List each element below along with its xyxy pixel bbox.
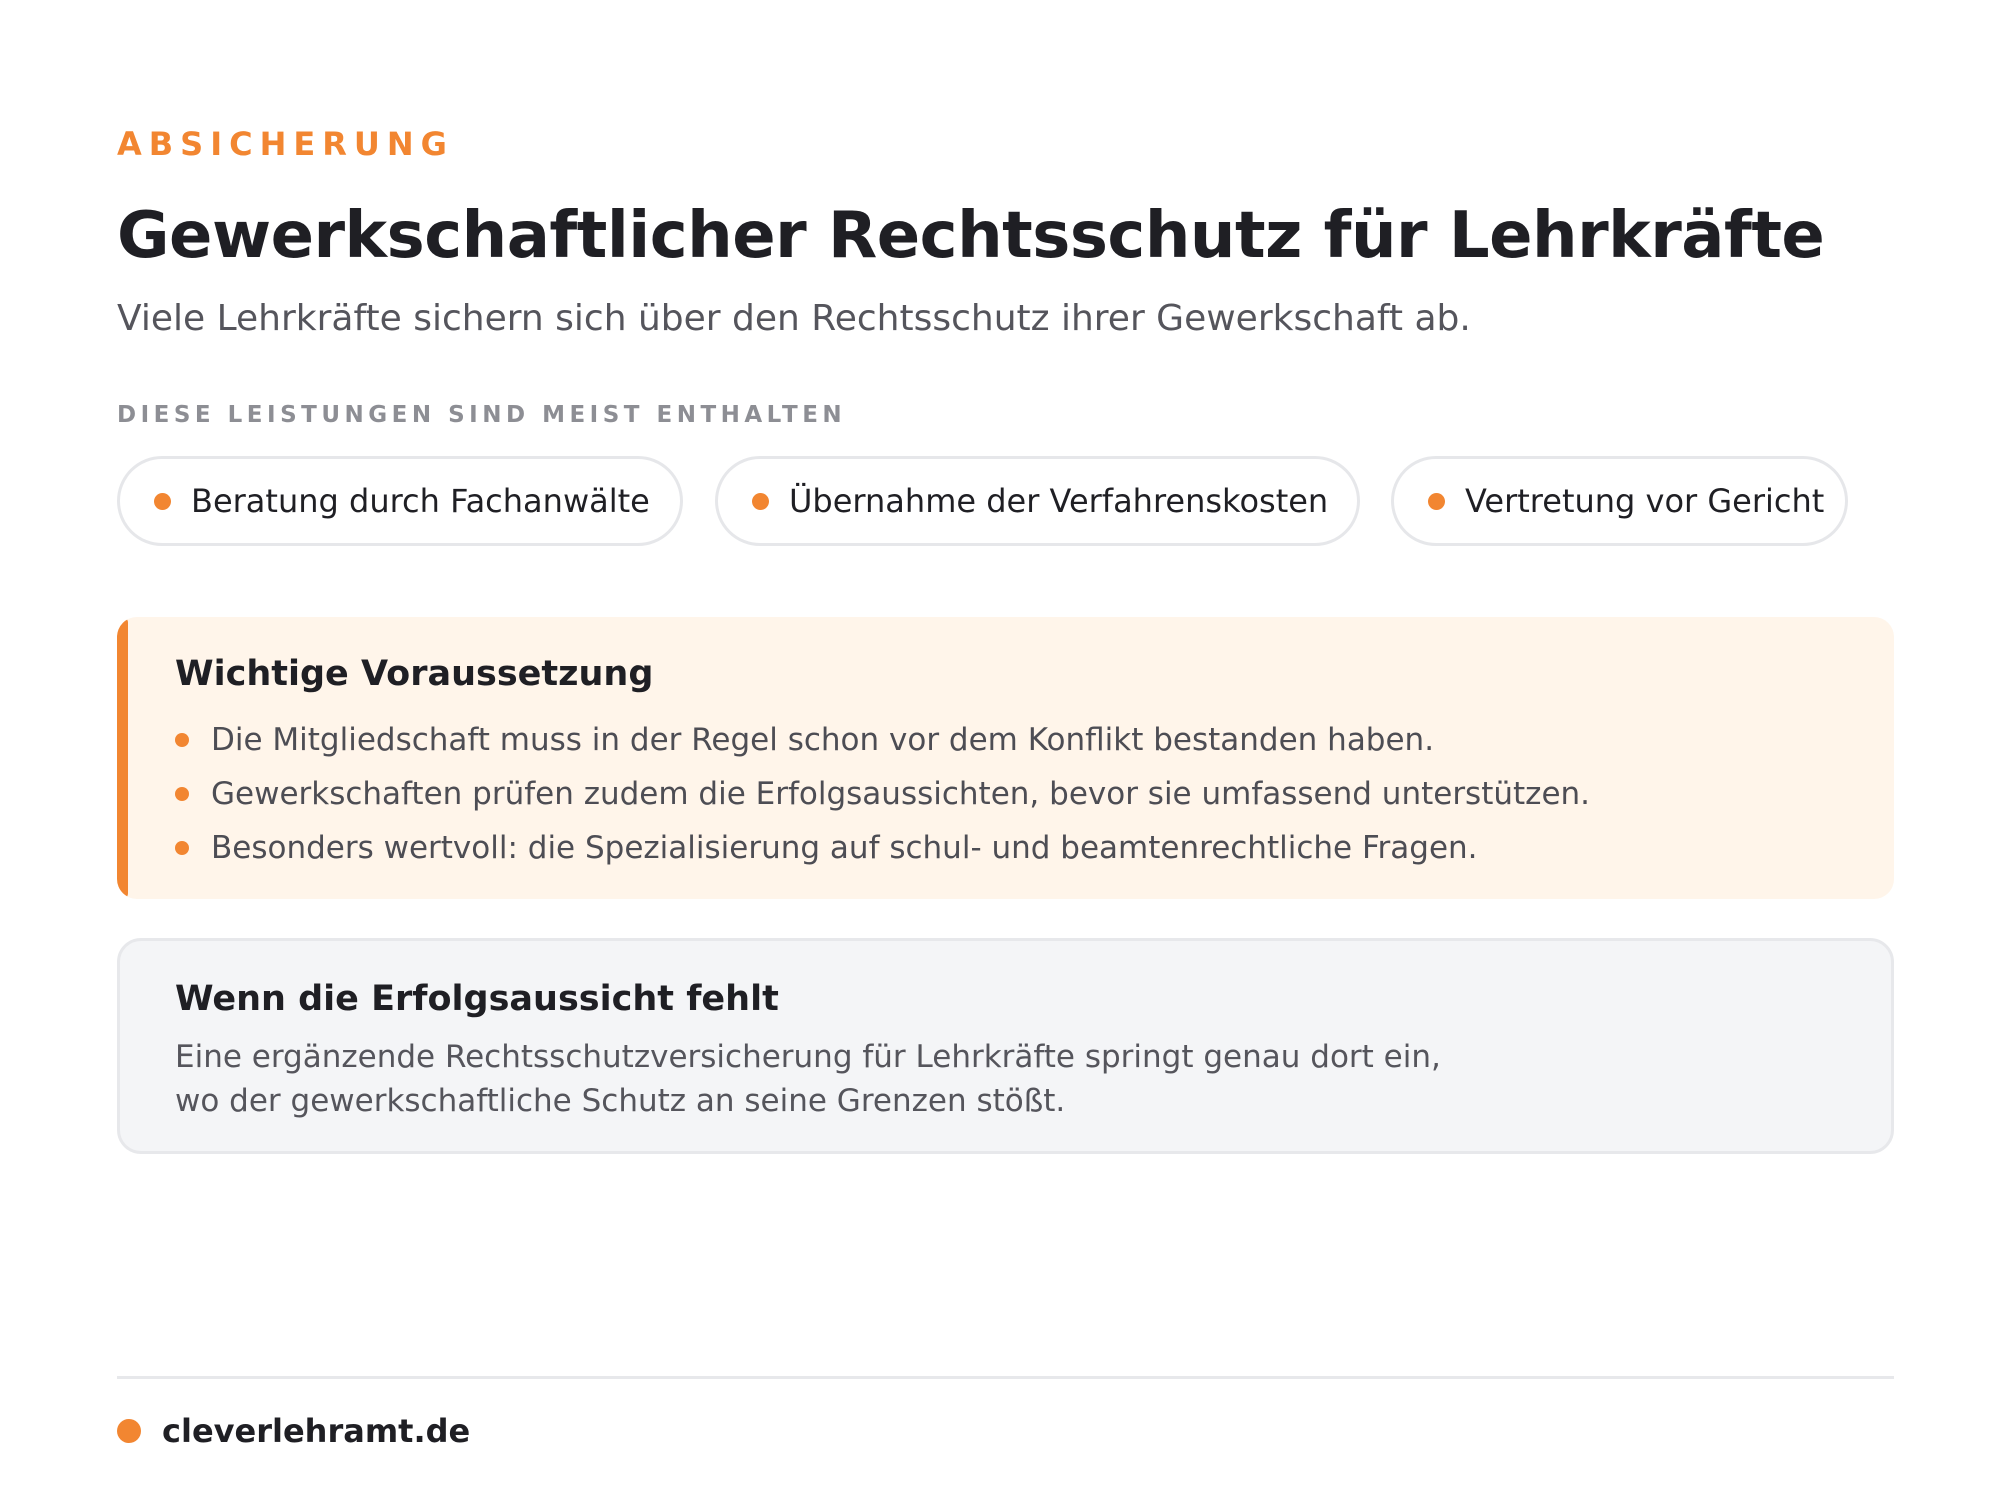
bullet-dot-icon bbox=[175, 787, 189, 801]
list-item-text: Besonders wertvoll: die Spezialisierung auf schul- und beamtenrechtliche Fragen. bbox=[211, 830, 1478, 866]
list-item bbox=[175, 821, 1590, 875]
eyebrow-label: ABSICHERUNG bbox=[117, 125, 454, 163]
page-title: Gewerkschaftlicher Rechtsschutz für Lehrkräfte bbox=[117, 199, 1825, 273]
service-pill-court-costs bbox=[715, 456, 1360, 546]
brand-name: cleverlehramt.de bbox=[162, 1412, 471, 1450]
info-text bbox=[175, 1035, 1441, 1123]
info-text-line: Eine ergänzende Rechtsschutzversicherung für Lehrkräfte springt genau dort ein, bbox=[175, 1039, 1441, 1075]
page-subtitle: Viele Lehrkräfte sichern sich über den Rechtsschutz ihrer Gewerkschaft ab. bbox=[117, 298, 1471, 339]
brand-dot-icon bbox=[117, 1419, 141, 1443]
service-pill-label: Beratung durch Fachanwälte bbox=[191, 482, 650, 520]
service-pill-label: Übernahme der Verfahrenskosten bbox=[789, 482, 1329, 520]
list-item bbox=[175, 767, 1590, 821]
list-item bbox=[175, 713, 1590, 767]
footer-divider bbox=[117, 1376, 1894, 1379]
service-pill-label: Vertretung vor Gericht bbox=[1465, 482, 1825, 520]
bullet-dot-icon bbox=[1428, 493, 1445, 510]
services-section-label: DIESE LEISTUNGEN SIND MEIST ENTHALTEN bbox=[117, 402, 847, 428]
infographic-card bbox=[117, 0, 1894, 1500]
info-text-line: wo der gewerkschaftliche Schutz an seine Grenzen stößt. bbox=[175, 1083, 1066, 1119]
notice-accent-bar bbox=[117, 617, 128, 899]
info-box-no-prospects bbox=[117, 938, 1894, 1154]
service-pill-court-representation bbox=[1391, 456, 1848, 546]
footer-brand bbox=[117, 1411, 470, 1451]
service-pill-legal-advice bbox=[117, 456, 683, 546]
info-title: Wenn die Erfolgsaussicht fehlt bbox=[175, 979, 779, 1019]
bullet-dot-icon bbox=[175, 733, 189, 747]
list-item-text: Gewerkschaften prüfen zudem die Erfolgsaussichten, bevor sie umfassend unterstützen. bbox=[211, 776, 1591, 812]
notice-list bbox=[175, 713, 1590, 875]
bullet-dot-icon bbox=[752, 493, 769, 510]
requirement-notice-box bbox=[117, 617, 1894, 899]
list-item-text: Die Mitgliedschaft muss in der Regel schon vor dem Konflikt bestanden haben. bbox=[211, 722, 1435, 758]
bullet-dot-icon bbox=[175, 841, 189, 855]
bullet-dot-icon bbox=[154, 493, 171, 510]
notice-title: Wichtige Voraussetzung bbox=[175, 654, 654, 694]
